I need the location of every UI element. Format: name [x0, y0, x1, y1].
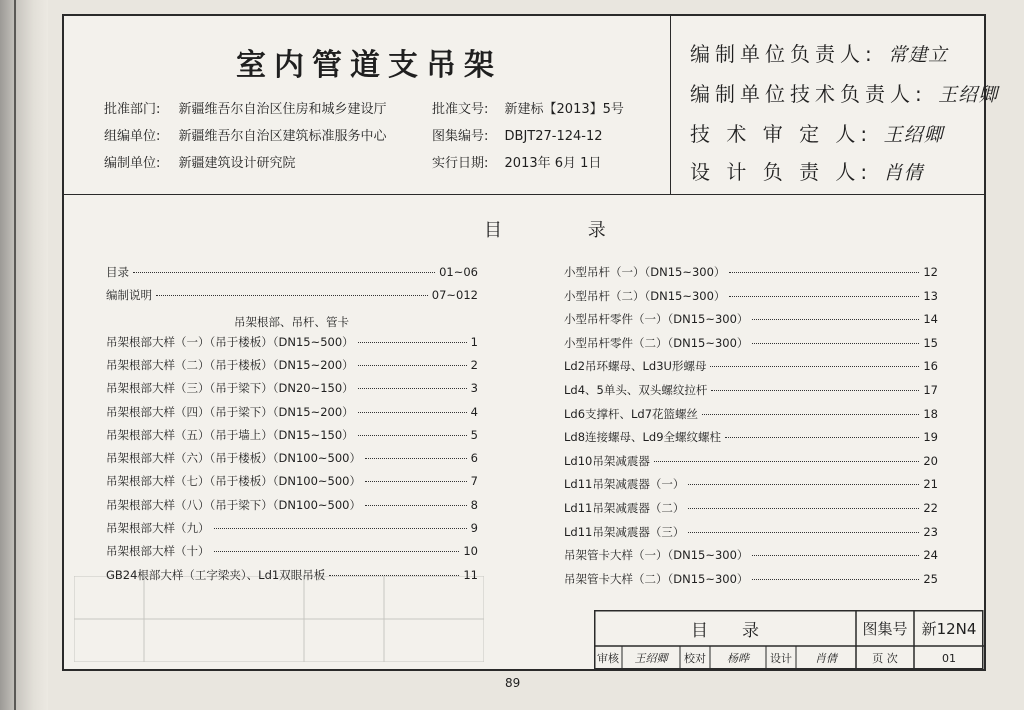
toc-entry [106, 378, 478, 398]
toc-entry-title: Ld2吊环螺母、Ld3U形螺母 [564, 359, 707, 374]
toc-entry-title: 吊架根部大样（二）（吊于楼板）（DN15~200） [106, 357, 354, 372]
toc-entry [564, 333, 938, 353]
toc-entry [564, 427, 938, 447]
toc-entry-title: 吊架根部大样（四）（吊于梁下）（DN15~200） [106, 404, 354, 419]
toc-entry [106, 518, 478, 538]
toc-entry-title: 小型吊杆（二）（DN15~300） [564, 288, 726, 303]
drawing-sheet [62, 14, 999, 671]
dot-leader [214, 551, 460, 552]
dot-leader [702, 414, 919, 415]
toc-entry-title: Ld11吊架减震器（一） [564, 477, 685, 492]
signature-role: 编制单位技术负责人: [690, 82, 927, 106]
toc-entry-page: 01~06 [439, 265, 478, 279]
toc-entry-page: 22 [923, 501, 938, 515]
toc-entry [106, 471, 478, 491]
toc-entry [564, 545, 938, 565]
design-label: 设计 [770, 652, 792, 665]
page-number: 89 [505, 676, 521, 690]
toc-entry-page: 6 [470, 451, 478, 466]
toc-section-header: 吊架根部、吊杆、管卡 [234, 315, 349, 329]
date-label: 实行日期: [432, 156, 489, 171]
toc-entry-title: Ld4、5单头、双头螺纹拉杆 [564, 383, 708, 397]
approval-no-value: 新建标【2013】5号 [504, 102, 624, 117]
approval-no-row [432, 98, 624, 117]
dot-leader [365, 481, 467, 482]
toc-entry-title: 吊架管卡大样（一）（DN15~300） [564, 548, 749, 563]
toc-entry-title: 编制说明 [106, 288, 152, 303]
toc-heading: 目 录 [484, 220, 646, 241]
dot-leader [688, 508, 919, 509]
dot-leader [365, 458, 467, 459]
toc-entry-title: 小型吊杆零件（一）（DN15~300） [564, 312, 749, 327]
dot-leader [711, 390, 919, 391]
toc-entry [564, 569, 938, 589]
atlas-number-value: 新12N4 [921, 619, 977, 638]
toc-entry-page: 25 [923, 571, 938, 586]
toc-entry-title: 吊架根部大样（五）（吊于墙上）（DN15~150） [106, 427, 354, 442]
toc-entry-page: 12 [923, 265, 938, 279]
dot-leader [688, 484, 919, 485]
toc-entry-title: 小型吊杆（一）（DN15~300） [564, 265, 726, 279]
organizer-value: 新疆维吾尔自治区建筑标准服务中心 [178, 129, 387, 144]
signature-divider [670, 16, 671, 194]
toc-entry-title: Ld6支撑杆、Ld7花篮螺丝 [564, 406, 699, 421]
binding-line [14, 0, 16, 710]
dot-leader [752, 555, 919, 556]
dot-leader [654, 461, 920, 462]
toc-entry [106, 402, 478, 422]
review-signature: 王绍卿 [634, 652, 668, 665]
toc-entry-title: 吊架根部大样（十） [106, 544, 210, 559]
toc-entry-title: 吊架根部大样（七）（吊于楼板）（DN100~500） [106, 474, 361, 489]
toc-entry [564, 309, 938, 329]
dot-leader [365, 505, 467, 506]
organizer-label: 组编单位: [104, 129, 161, 144]
toc-entry-page: 2 [470, 357, 478, 372]
toc-entry-title: 目录 [106, 265, 129, 279]
toc-entry-title: Ld11吊架减震器（二） [564, 501, 685, 515]
signature-name: 肖倩 [883, 162, 924, 184]
approving-dept-value: 新疆维吾尔自治区住房和城乡建设厅 [178, 102, 387, 117]
signature-role: 编制单位负责人: [690, 42, 877, 66]
header-divider [64, 194, 984, 195]
toc-entry-page: 1 [470, 334, 478, 349]
toc-entry [106, 448, 478, 468]
dot-leader [729, 272, 919, 273]
toc-entry [106, 495, 478, 515]
dot-leader [358, 342, 467, 343]
compiler-value: 新疆建筑设计研究院 [178, 156, 296, 171]
page-value: 01 [942, 651, 956, 665]
review-label: 审核 [597, 652, 619, 665]
toc-entry [564, 356, 938, 376]
toc-entry [564, 404, 938, 424]
toc-entry-page: 17 [923, 383, 938, 397]
page-title: 室内管道支吊架 [236, 48, 502, 83]
toc-entry [564, 451, 938, 471]
toc-entry-title: 小型吊杆零件（二）（DN15~300） [564, 335, 749, 350]
toc-entry [106, 262, 478, 282]
toc-entry [564, 262, 938, 282]
toc-entry-title: Ld8连接螺母、Ld9全螺纹螺柱 [564, 430, 722, 445]
toc-entry-page: 13 [923, 288, 938, 303]
dot-leader [752, 579, 919, 580]
toc-entry-page: 14 [923, 312, 938, 327]
toc-entry-title: Ld11吊架减震器（三） [564, 524, 685, 539]
signature-row [690, 78, 998, 107]
signature-row [690, 156, 924, 185]
dot-leader [358, 365, 467, 366]
toc-entry-page: 23 [923, 524, 938, 539]
dot-leader [133, 272, 435, 273]
dot-leader [358, 412, 467, 413]
dot-leader [214, 528, 467, 529]
signature-name: 王绍卿 [883, 124, 944, 146]
toc-entry-page: 07~012 [431, 288, 478, 303]
check-signature: 杨晔 [727, 652, 749, 665]
toc-entry-title: 吊架根部大样（六）（吊于楼板）（DN100~500） [106, 451, 361, 466]
approving-dept-row [104, 98, 387, 117]
signature-name: 王绍卿 [938, 84, 999, 106]
toc-entry-page: 9 [470, 521, 478, 535]
toc-entry [106, 425, 478, 445]
toc-entry [564, 380, 938, 400]
atlas-no-value: DBJT27-124-12 [504, 129, 603, 144]
toc-entry-page: 8 [470, 497, 478, 512]
page-label: 页 次 [872, 652, 898, 665]
toc-entry-title: 吊架根部大样（三）（吊于梁下）（DN20~150） [106, 381, 354, 396]
toc-entry [106, 355, 478, 375]
signature-row [690, 38, 948, 67]
toc-entry-page: 21 [923, 477, 938, 492]
signature-row [690, 118, 944, 147]
compiler-row [104, 152, 296, 171]
compiler-label: 编制单位: [104, 156, 161, 171]
toc-entry [564, 474, 938, 494]
toc-entry-page: 10 [463, 544, 478, 559]
signature-role: 技 术 审 定 人: [690, 122, 873, 146]
toc-entry-page: 11 [463, 567, 478, 582]
toc-entry-page: 24 [923, 548, 938, 563]
toc-entry-title: 吊架根部大样（八）（吊于梁下）（DN100~500） [106, 497, 361, 512]
book-spine-shadow [0, 0, 48, 710]
date-row [432, 152, 601, 171]
approval-no-label: 批准文号: [432, 102, 489, 117]
toc-entry-title: GB24根部大样（工字梁夹）、Ld1双眼吊板 [106, 567, 326, 582]
toc-entry-page: 20 [923, 453, 938, 468]
dot-leader [358, 435, 467, 436]
dot-leader [729, 296, 919, 297]
toc-entry [564, 286, 938, 306]
toc-entry-page: 15 [923, 335, 938, 350]
toc-entry [564, 498, 938, 518]
toc-entry-page: 4 [470, 404, 478, 419]
toc-entry-title: 吊架根部大样（九） [106, 521, 210, 535]
toc-entry-page: 19 [923, 430, 938, 445]
signature-role: 设 计 负 责 人: [690, 160, 873, 184]
toc-entry [106, 285, 478, 305]
dot-leader [752, 319, 919, 320]
design-signature: 肖倩 [815, 652, 837, 665]
check-label: 校对 [684, 652, 706, 665]
toc-entry [564, 522, 938, 542]
dot-leader [725, 437, 919, 438]
toc-entry-page: 7 [470, 474, 478, 489]
toc-entry-title: Ld10吊架减震器 [564, 453, 650, 468]
toc-entry-page: 18 [923, 406, 938, 421]
dot-leader [688, 532, 919, 533]
toc-entry [106, 541, 478, 561]
date-value: 2013年 6月 1日 [504, 156, 602, 171]
toc-entry-page: 5 [470, 427, 478, 442]
toc-entry [106, 332, 478, 352]
toc-entry-title: 吊架管卡大样（二）（DN15~300） [564, 571, 749, 586]
atlas-no-row [432, 125, 603, 144]
organizer-row [104, 125, 387, 144]
dot-leader [358, 388, 467, 389]
atlas-number-label: 图集号 [862, 619, 908, 638]
dot-leader [752, 343, 919, 344]
dot-leader [156, 295, 428, 296]
toc-entry-page: 3 [470, 381, 478, 396]
show-through-table [74, 576, 484, 662]
title-block-name: 目 录 [691, 620, 759, 641]
toc-entry-page: 16 [923, 359, 938, 374]
approving-dept-label: 批准部门: [104, 102, 161, 117]
toc-entry-title: 吊架根部大样（一）（吊于楼板）（DN15~500） [106, 334, 354, 349]
signature-name: 常建立 [888, 44, 949, 66]
atlas-no-label: 图集编号: [432, 129, 489, 144]
dot-leader [710, 366, 919, 367]
